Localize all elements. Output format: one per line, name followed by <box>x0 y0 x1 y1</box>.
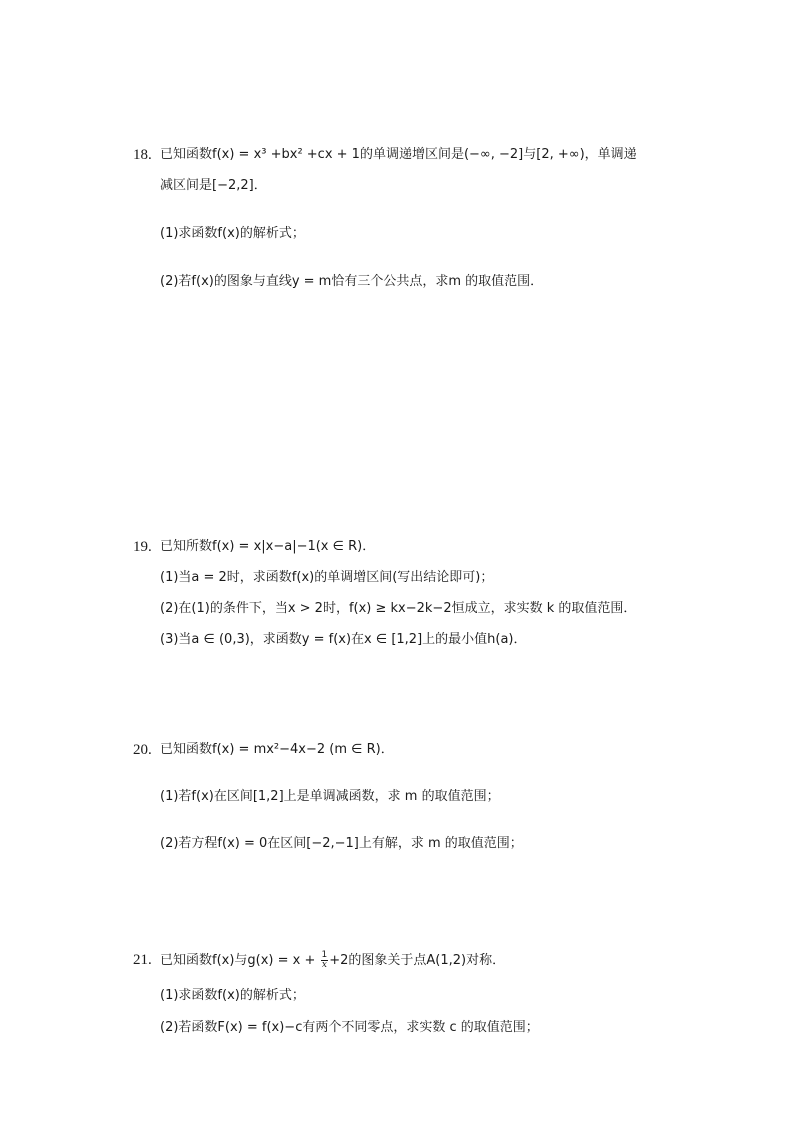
problem-number: 20. <box>133 742 152 758</box>
fraction-denominator: x <box>321 960 327 970</box>
fraction <box>321 951 329 970</box>
problem-number: 18. <box>133 147 152 163</box>
stem-text-before-fraction: 已知函数f(x)与g(x) = x + <box>160 953 320 968</box>
sub-question: (1)求函数f(x)的解析式； <box>160 988 305 1003</box>
sub-question: (2)若函数F(x) = f(x)−c有两个不同零点，求实数 c 的取值范围； <box>160 1020 539 1035</box>
sub-question: (1)求函数f(x)的解析式； <box>160 226 305 241</box>
sub-question: (1)当a = 2时，求函数f(x)的单调增区间(写出结论即可)； <box>160 570 494 585</box>
problem-number: 21. <box>133 952 152 968</box>
problem-stem: 已知所数f(x) = x|x−a|−1(x ∈ R)． <box>160 539 376 554</box>
sub-question: (2)若方程f(x) = 0在区间[−2,−1]上有解，求 m 的取值范围； <box>160 836 523 851</box>
sub-question: (2)在(1)的条件下，当x > 2时，f(x) ≥ kx−2k−2恒成立，求实数 k 的取值范围． <box>160 601 637 616</box>
sub-question: (2)若f(x)的图象与直线y = m恰有三个公共点，求m 的取值范围． <box>160 274 544 289</box>
sub-question: (1)若f(x)在区间[1,2]上是单调减函数，求 m 的取值范围； <box>160 789 500 804</box>
problem-stem: 已知函数f(x) = x³ +bx² +cx + 1的单调递增区间是(−∞, −2]与[2, +∞)，单调递 <box>160 147 637 162</box>
stem-text-after-fraction: +2的图象关于点A(1,2)对称． <box>329 953 506 968</box>
fraction-numerator: 1 <box>321 950 328 960</box>
problem-number: 19. <box>133 539 152 555</box>
problem-stem: 已知函数f(x) = mx²−4x−2 (m ∈ R)． <box>160 742 394 757</box>
problem-stem <box>160 951 505 970</box>
sub-question: (3)当a ∈ (0,3)，求函数y = f(x)在x ∈ [1,2]上的最小值h(a)． <box>160 632 527 647</box>
problem-stem-continued: 减区间是[−2,2]． <box>160 178 267 193</box>
